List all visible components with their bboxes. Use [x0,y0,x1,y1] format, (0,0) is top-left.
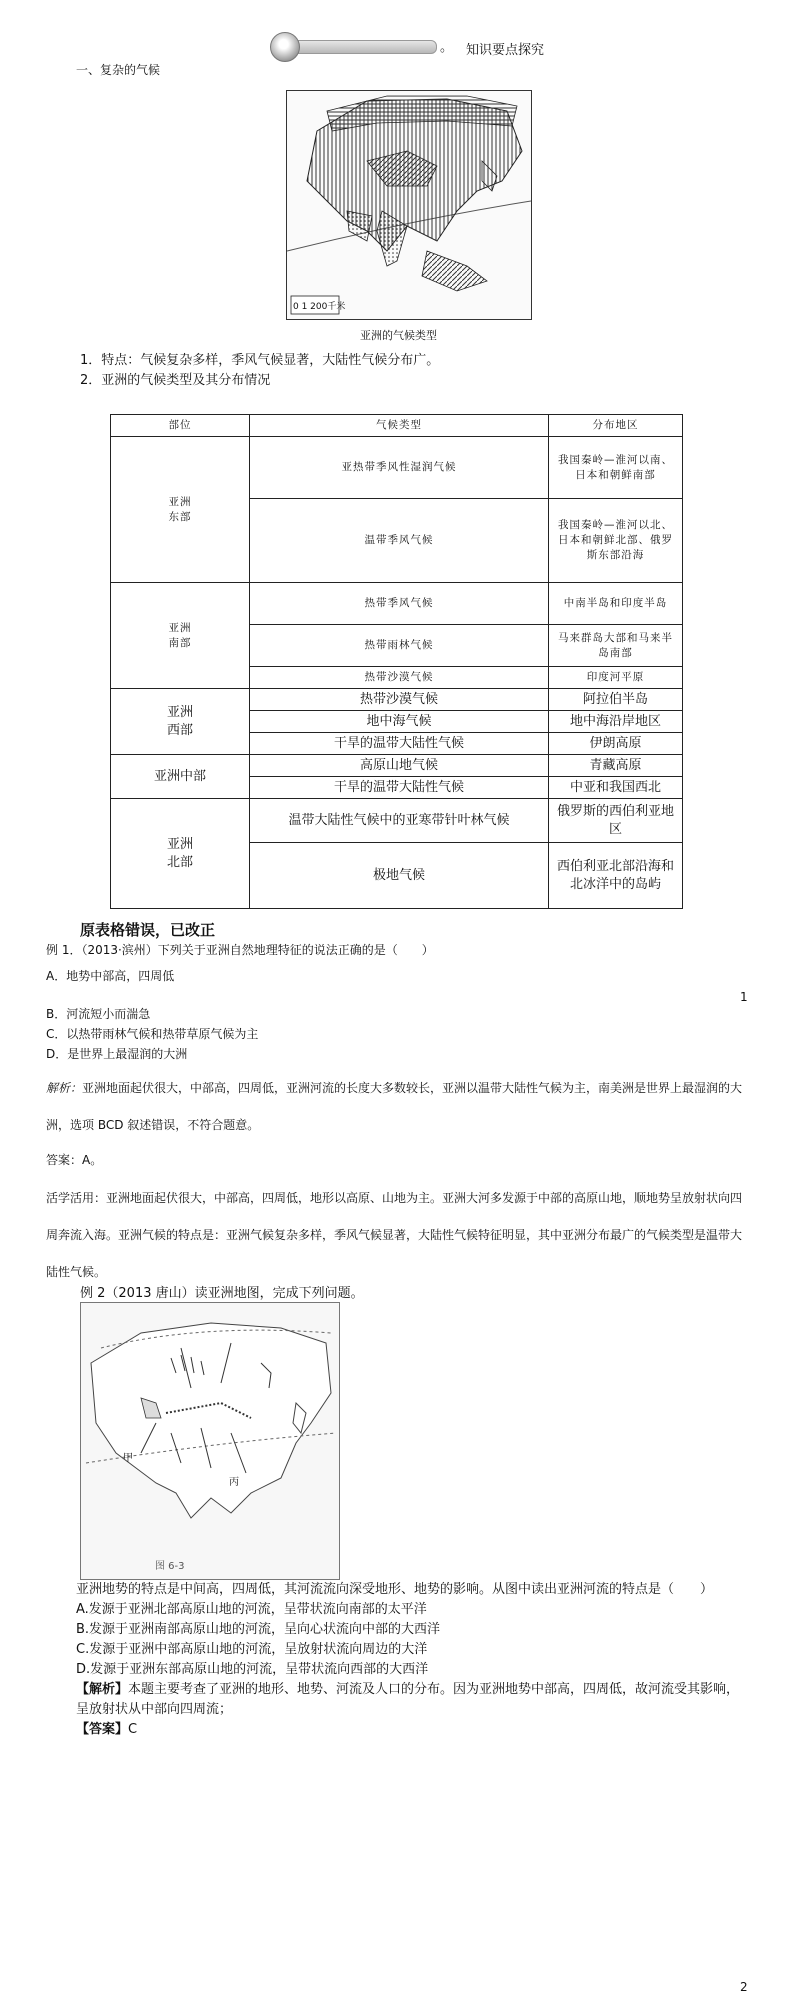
climate-type: 地中海气候 [250,711,549,733]
asia-relief-map [80,1302,340,1580]
distribution-area: 俄罗斯的西伯利亚地区 [549,799,683,843]
map-label-a: 甲 [123,1453,133,1464]
climate-type: 极地气候 [250,843,549,909]
point-2: 2．亚洲的气候类型及其分布情况 [80,373,271,388]
example2-option-b: B.发源于亚洲南部高原山地的河流，呈向心状流向中部的大西洋 [76,1622,441,1637]
section-title: 一、复杂的气候 [76,63,161,77]
example1-question: 例 1．（2013·滨州）下列关于亚洲自然地理特征的说法正确的是（ ） [46,943,434,957]
example2-answer [76,1720,137,1740]
climate-type: 热带沙漠气候 [250,667,549,689]
distribution-area: 伊朗高原 [549,733,683,755]
example1-option-c: C．以热带雨林气候和热带草原气候为主 [46,1027,259,1041]
example1-option-d: D．是世界上最湿润的大洲 [46,1047,188,1061]
distribution-area: 印度河平原 [549,667,683,689]
header-distribution: 分布地区 [549,415,683,437]
region-central: 亚洲中部 [111,755,250,799]
distribution-area: 中亚和我国西北 [549,777,683,799]
example1-tip: 活学活用：亚洲地面起伏很大，中部高，四周低，地形以高原、山地为主。亚洲大河多发源于中部的高原山地，顺地势呈放射状向四周奔流入海。亚洲气候的特点是：亚洲气候复杂多样，季风气候显著，大陆性气候特征明显，其中亚洲分布最广的气候类型是温带大陆性气候。 [46,1191,743,1279]
map-scale-label: 0 1 200千米 [293,302,346,312]
region-south: 亚洲 南部 [111,583,250,689]
table-row [111,689,683,711]
example2-option-d: D.发源于亚洲东部高原山地的河流，呈带状流向西部的大西洋 [76,1662,429,1677]
example1-option-a: A．地势中部高，四周低 [46,969,175,983]
distribution-area: 马来群岛大部和马来半岛南部 [549,625,683,667]
climate-type: 干旱的温带大陆性气候 [250,777,549,799]
climate-type: 高原山地气候 [250,755,549,777]
climate-type: 温带季风气候 [250,499,549,583]
example2-stem: 亚洲地势的特点是中间高，四周低，其河流流向深受地形、地势的影响。从图中读出亚洲河流的特点是（ ） [76,1582,714,1597]
header-title: 知识要点探究 [466,43,545,58]
distribution-area: 地中海沿岸地区 [549,711,683,733]
map-label-b: 丙 [229,1477,239,1488]
distribution-area: 西伯利亚北部沿海和北冰洋中的岛屿 [549,843,683,909]
climate-type: 热带雨林气候 [250,625,549,667]
table-header-row [111,415,683,437]
climate-type: 热带沙漠气候 [250,689,549,711]
answer-text: C [128,1722,138,1737]
distribution-area: 青藏高原 [549,755,683,777]
example1-analysis [46,1070,746,1144]
table-row [111,755,683,777]
point-1: 1．特点：气候复杂多样，季风气候显著，大陆性气候分布广。 [80,353,440,368]
region-east: 亚洲 东部 [111,437,250,583]
region-north: 亚洲 北部 [111,799,250,909]
example1-answer: 答案：A。 [46,1153,103,1167]
table-correction-note: 原表格错误，已改正 [80,921,216,939]
header-knob-icon [270,32,300,62]
distribution-area: 我国秦岭—淮河以北、日本和朝鲜北部、俄罗斯东部沿海 [549,499,683,583]
map2-caption: 图 6-3 [155,1561,185,1572]
distribution-area: 阿拉伯半岛 [549,689,683,711]
climate-type: 亚热带季风性湿润气候 [250,437,549,499]
region-west: 亚洲 西部 [111,689,250,755]
header-climate-type: 气候类型 [250,415,549,437]
page-number-1: 1 [740,990,748,1004]
example1-option-b: B．河流短小而湍急 [46,1007,151,1021]
analysis-label: 【解析】 [76,1682,129,1697]
asia-relief-map-graphic [81,1303,339,1579]
climate-type: 干旱的温带大陆性气候 [250,733,549,755]
analysis-label: 解析： [46,1081,83,1095]
distribution-area: 我国秦岭—淮河以南、日本和朝鲜南部 [549,437,683,499]
header-position: 部位 [111,415,250,437]
header-mark: 。 [440,40,454,55]
distribution-area: 中南半岛和印度半岛 [549,583,683,625]
table-row [111,583,683,625]
example2-option-a: A.发源于亚洲北部高原山地的河流，呈带状流向南部的太平洋 [76,1602,427,1617]
climate-table [110,414,683,909]
answer-label: 【答案】 [76,1722,129,1737]
table-row [111,799,683,843]
analysis-text: 本题主要考查了亚洲的地形、地势、河流及人口的分布。因为亚洲地势中部高，四周低，故河流受其影响，呈放射状从中部向四周流； [76,1682,740,1717]
asia-climate-map-graphic [287,91,531,319]
example2-option-c: C.发源于亚洲中部高原山地的河流，呈放射状流向周边的大洋 [76,1642,428,1657]
table-row [111,437,683,499]
climate-type: 温带大陆性气候中的亚寒带针叶林气候 [250,799,549,843]
climate-type: 热带季风气候 [250,583,549,625]
asia-climate-map [286,90,532,320]
page-number-2: 2 [740,1980,748,1994]
example2-question: 例 2（2013 唐山）读亚洲地图，完成下列问题。 [80,1286,364,1301]
map-caption: 亚洲的气候类型 [360,329,437,342]
analysis-text: 亚洲地面起伏很大，中部高，四周低，亚洲河流的长度大多数较长，亚洲以温带大陆性气候为主，南美洲是世界上最湿润的大洲，选项 BCD 叙述错误，不符合题意。 [46,1081,743,1132]
example2-analysis [76,1680,746,1720]
